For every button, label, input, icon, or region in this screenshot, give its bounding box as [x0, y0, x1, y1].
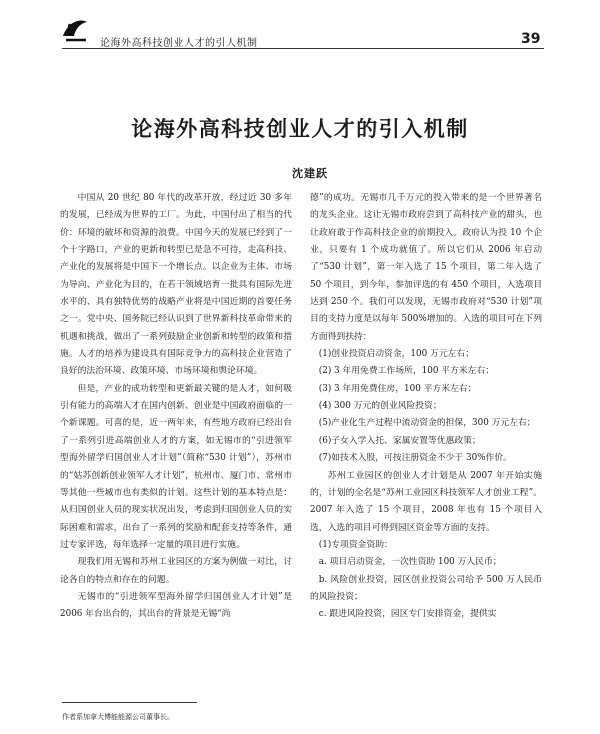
list-item: a. 项目启动资金，一次性资助 100 万人民币；: [318, 557, 502, 568]
left-column: [60, 190, 292, 624]
list-item: (4) 300 万元的创业风险投资；: [318, 401, 442, 412]
paragraph: 德”的成功。无锡市几千万元的投入带来的是一个世界著名的龙头企业。这让无锡市政府尝到了高科技产业的甜头，也让政府敢于作高科技企业的前期投入。政府认为投 10 个企业，只要有 1 个成功就值了。所以它们从 2006 年启动了“530 计划”，第一年入选了 15 个项目，第二年入选了 50 个项目，到今年，参加评选的有 450 个项目，入选项目达到 250 个。我们可以发现，无锡市政府对“530 计划”项目的支持力度是以每年 500%增加的。入选的项目可在下列方面得到扶持：: [310, 193, 542, 342]
paragraph: 中国从 20 世纪 80 年代的改革开放，经过近 30 多年的发展，已经成为世界的工厂。为此，中国付出了相当的代价：环境的破坏和资源的浪费。中国今天的发展已经到了一个十字路口，产业的更新和转型已是急不可待，走高科技、产业化的发展将是中国下一个增长点。以企业为主体、市场为导向、产业化为目的，在若干领域培育一批具有国际先进水平的、具有独特优势的战略产业将是中国近期的首要任务之一。党中央、国务院已经认识到了世界新科技革命带来的机遇和挑战，做出了一系列鼓励企业创新和转型的政策和措施。人才的培养为建设具有国际竞争力的高科技企业营造了良好的法治环境、政策环境、市场环境和舆论环境。: [60, 193, 292, 377]
journal-logo-icon: [60, 14, 90, 44]
footnote-rule: [62, 702, 197, 703]
page-header: [0, 0, 600, 56]
list-item: (7)如技术入股，可按注册资金不少于 30%作价。: [318, 453, 512, 464]
paragraph: 现我们用无锡和苏州工业园区的方案为例做一对比，讨论各自的特点和存在的问题。: [60, 557, 292, 585]
paragraph: 苏州工业园区的创业人才计划是从 2007 年开始实施的，计划的全名是“苏州工业园区科技领军人才创业工程”。2007 年入选了 15 个项目，2008 年也有 15 个项目入选，入选的项目可得到园区资金等方面的支持。: [310, 470, 542, 533]
running-title: 论海外高科技创业人才的引人机制: [100, 38, 258, 49]
list-item: c. 跟进风险投资，园区专门安排资金，提供实: [318, 609, 497, 620]
article-title: 论海外高科技创业人才的引入机制: [131, 116, 469, 141]
footnote: 作者系加拿大博能能源公司董事长。: [62, 713, 174, 721]
list-item: b. 风险创业投资，园区创业投资公司给予 500 万人民币的风险投资；: [310, 574, 542, 602]
header-rule: [62, 48, 544, 49]
list-item: (6)子女入学入托、家属安置等优惠政策；: [318, 435, 481, 446]
paragraph: 无锡市的“引进领军型海外留学归国创业人才计划”是 2006 年台出台的，其出台的背景是无锡“尚: [60, 591, 292, 620]
page-number: 39: [521, 31, 541, 47]
list-item: (5)产业化生产过程中流动资金的担保，300 万元左右；: [318, 418, 536, 429]
list-item: (1)专项资金资助：: [318, 539, 393, 550]
list-item: (2) 3 年用免费工作场所，100 平方米左右；: [318, 366, 494, 377]
article-author: 沈建跃: [292, 167, 328, 180]
list-item: (1)创业投资启动资金，100 万元左右；: [318, 349, 475, 360]
paragraph: 但是，产业的成功转型和更新最关键的是人才，如何吸引有能力的高端人才在国内创新、创业是中国政府面临的一个新课题。可喜的是，近一两年来，有些地方政府已经出台了一系列引进高端创业人才的方案，如无锡市的“引进领军型海外留学归国创业人才计划”（简称“530 计划”），苏州市的“姑苏创新创业领军人才计划”，杭州市、厦门市、常州市等其他一些城市也有类似的计划。这些计划的基本特点是：从归国创业人员的现实状况出发，考虑到归国创业人员的实际困难和需求，出台了一系列的奖励和配套支持等条件，通过专家评选，每年选择一定量的项目进行实施。: [60, 383, 292, 550]
right-column: [310, 190, 542, 624]
list-item: (3) 3 年用免费住房，100 平方米左右；: [318, 383, 477, 394]
